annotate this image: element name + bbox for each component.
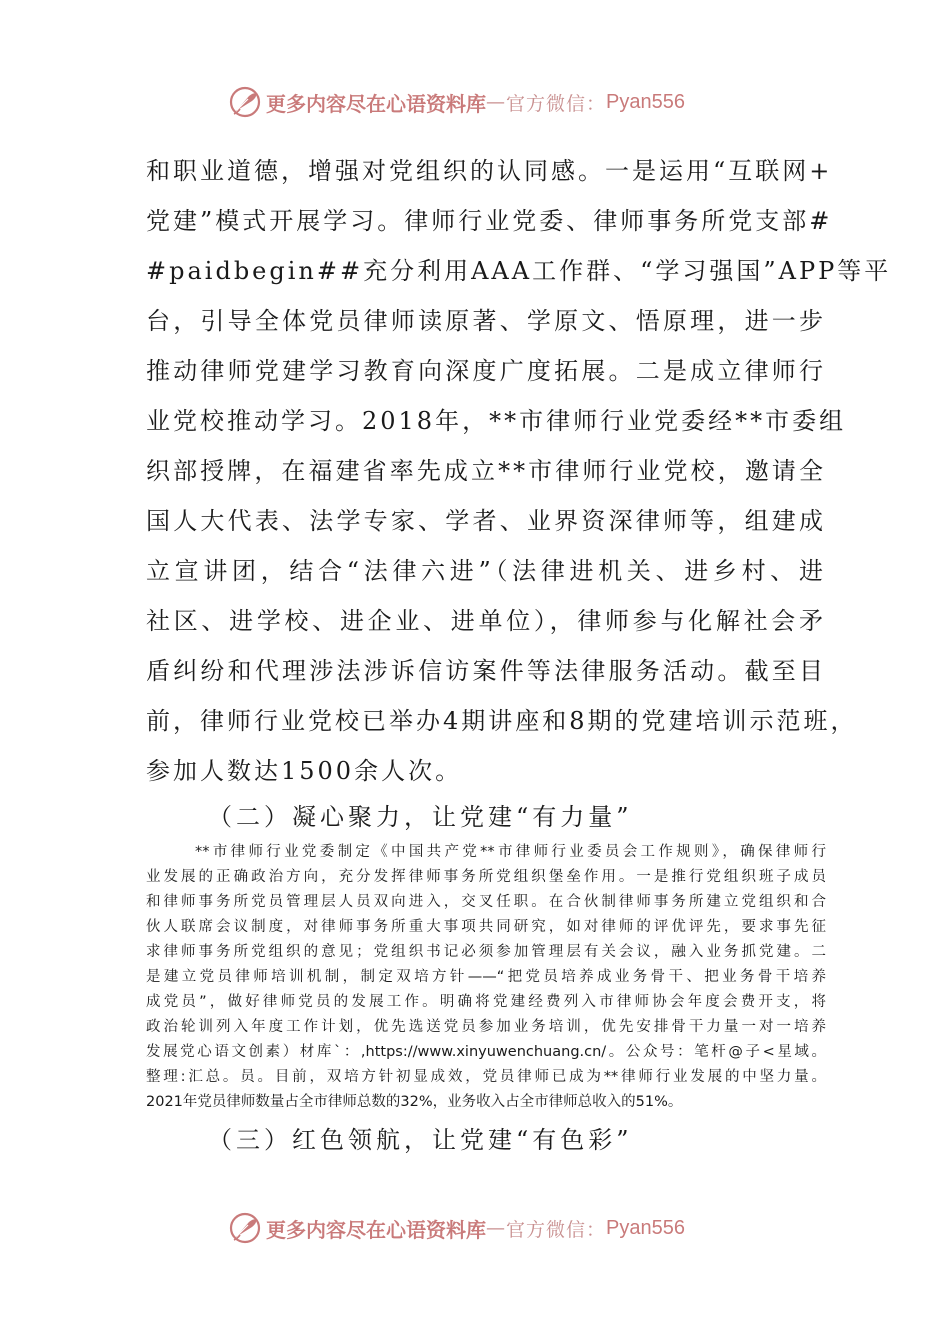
text-line: 是建立党员律师培训机制，制定双培方针——“把党员培养成业务骨干、把业务骨干培养 bbox=[146, 969, 826, 985]
watermark-wechat-id: Pyan556 bbox=[606, 90, 685, 113]
header-watermark bbox=[228, 82, 685, 122]
text-line: 政治轮训列入年度工作计划，优先选送党员参加业务培训，优先安排骨干力量一对一培养 bbox=[146, 1019, 826, 1035]
text-line: 和职业道德，增强对党组织的认同感。一是运用“互联网+ bbox=[146, 157, 833, 185]
text-line: 台，引导全体党员律师读原著、学原文、悟原理，进一步 bbox=[146, 307, 826, 335]
quill-pen-icon bbox=[228, 85, 262, 119]
watermark-main-text: 更多内容尽在心语资料库 bbox=[266, 1217, 486, 1242]
text-line: 和律师事务所党员管理层人员双向进入，交叉任职。在合伙制律师事务所建立党组织和合 bbox=[146, 894, 826, 910]
text-line: 成党员”，做好律师党员的发展工作。明确将党建经费列入市律师协会年度会费开支，将 bbox=[146, 994, 826, 1010]
section-heading-3: （三）红色领航，让党建“有色彩” bbox=[208, 1126, 633, 1154]
watermark-main-text: 更多内容尽在心语资料库 bbox=[266, 91, 486, 116]
text-line: 求律师事务所党组织的意见；党组织书记必须参加管理层有关会议，融入业务抓党建。二 bbox=[146, 944, 826, 960]
text-line: 推动律师党建学习教育向深度广度拓展。二是成立律师行 bbox=[146, 357, 826, 385]
text-line: 党建”模式开展学习。律师行业党委、律师事务所党支部# bbox=[146, 207, 833, 235]
text-line: 立宣讲团，结合“法律六进”（法律进机关、进乡村、进 bbox=[146, 557, 826, 585]
watermark-dash: — bbox=[486, 1217, 506, 1239]
body-paragraph-1 bbox=[146, 146, 892, 796]
text-line: 2021年党员律师数量占全市律师总数的32%，业务收入占全市律师总收入的51%。 bbox=[146, 1094, 683, 1110]
text-line: 国人大代表、法学专家、学者、业界资深律师等，组建成 bbox=[146, 507, 826, 535]
text-line: 参加人数达1500余人次。 bbox=[146, 757, 463, 785]
section-heading-2: （二）凝心聚力，让党建“有力量” bbox=[208, 803, 633, 831]
footer-watermark bbox=[228, 1208, 685, 1248]
watermark-wechat-label: 官方微信： bbox=[506, 1218, 607, 1241]
quill-pen-icon bbox=[228, 1211, 262, 1245]
body-paragraph-2 bbox=[146, 840, 826, 1115]
text-line: 发展党心语文创素）材库`：,https://www.xinyuwenchuang.cn/。公众号：笔杆@子<星域。 bbox=[146, 1044, 826, 1060]
text-line: 整理:汇总。员。目前，双培方针初显成效，党员律师已成为**律师行业发展的中坚力量。 bbox=[146, 1069, 826, 1085]
text-line: 织部授牌，在福建省率先成立**市律师行业党校，邀请全 bbox=[146, 457, 826, 485]
text-line: 伙人联席会议制度，对律师事务所重大事项共同研究，如对律师的评优评先，要求事先征 bbox=[146, 919, 826, 935]
text-line: **市律师行业党委制定《中国共产党**市律师行业委员会工作规则》，确保律师行 bbox=[195, 844, 826, 860]
watermark-wechat-id: Pyan556 bbox=[606, 1216, 685, 1239]
watermark-wechat-label: 官方微信： bbox=[506, 92, 607, 115]
text-line: 业党校推动学习。2018年，**市律师行业党委经**市委组 bbox=[146, 407, 847, 435]
text-line: 前，律师行业党校已举办4期讲座和8期的党建培训示范班， bbox=[146, 707, 858, 735]
watermark-dash: — bbox=[486, 91, 506, 113]
text-line: 社区、进学校、进企业、进单位），律师参与化解社会矛 bbox=[146, 607, 826, 635]
text-line: 盾纠纷和代理涉法涉诉信访案件等法律服务活动。截至目 bbox=[146, 657, 826, 685]
text-line: 业发展的正确政治方向，充分发挥律师事务所党组织堡垒作用。一是推行党组织班子成员 bbox=[146, 869, 826, 885]
text-line: #paidbegin##充分利用AAA工作群、“学习强国”APP等平 bbox=[146, 257, 892, 285]
